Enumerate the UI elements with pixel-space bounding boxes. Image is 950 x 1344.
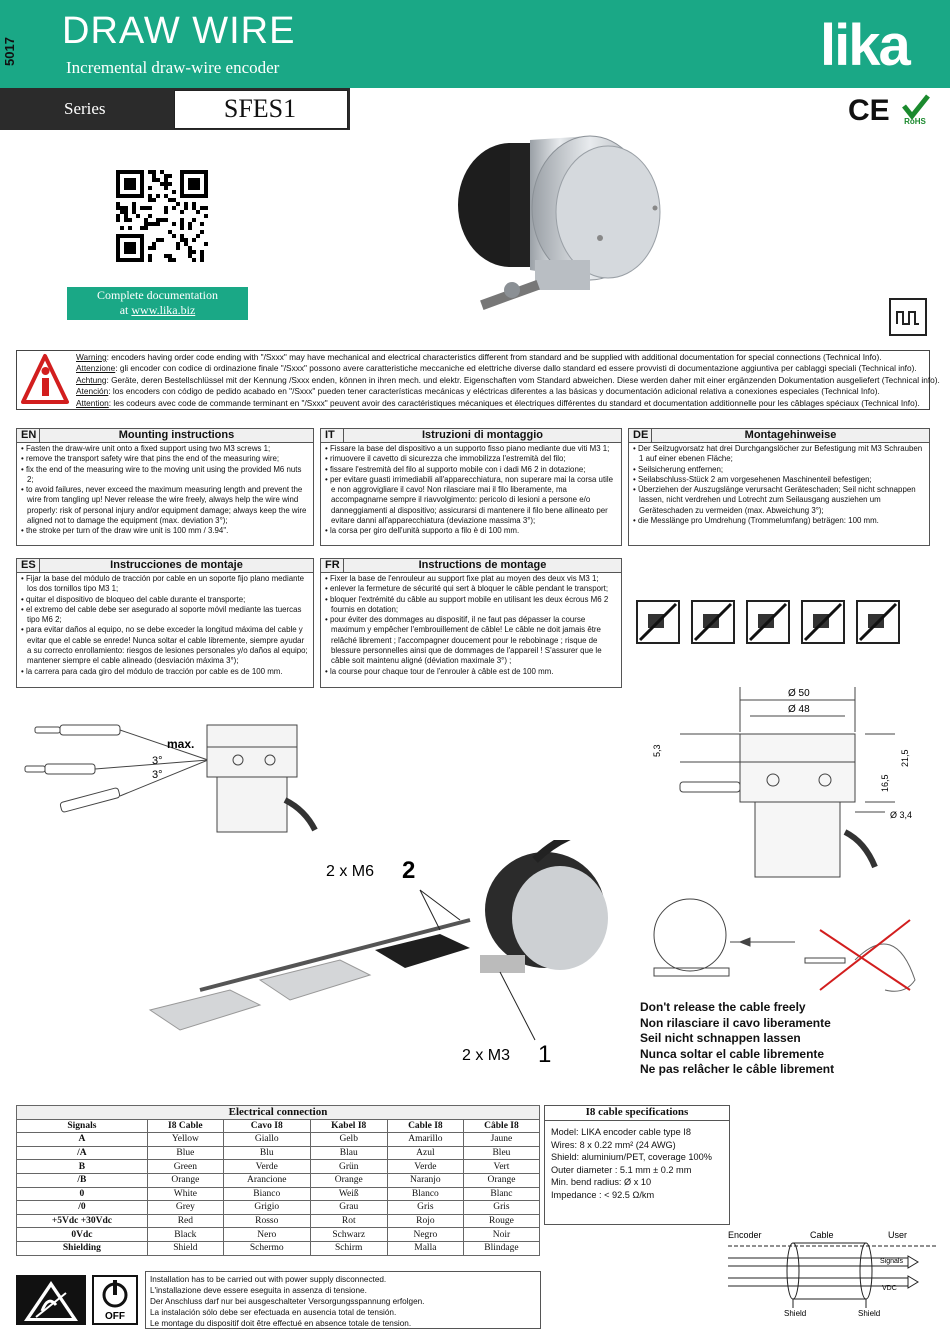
wiring-signals: Signals xyxy=(880,1258,903,1265)
warning-lang-label: Warning xyxy=(76,352,107,362)
cable-spec-line: Impedance : < 92.5 Ω/km xyxy=(551,1189,655,1200)
table-cell: Verde xyxy=(387,1160,463,1174)
warning-line-text: : los encoders con código de pedido acabado en "/Sxxx" pueden tener características mecánicas y eléctricas diferentes a las básicas y documentación adicional relativa a conexiones especiales (Technical Info). xyxy=(108,386,880,397)
cable-release-warning-text xyxy=(640,1000,834,1078)
max-label: max. xyxy=(167,737,195,751)
installation-line: L'installazione deve essere eseguita in assenza di tensione. xyxy=(150,1286,367,1295)
language-code: ES xyxy=(21,559,36,571)
wiring-shield-2: Shield xyxy=(858,1309,881,1318)
dim-h53: 5,3 xyxy=(652,744,662,757)
angle-label-1: 3° xyxy=(152,755,163,767)
table-cell: /0 xyxy=(17,1201,148,1215)
ce-mark: CE xyxy=(848,94,890,127)
table-row xyxy=(17,1187,540,1201)
column-header: Kabel I8 xyxy=(310,1119,387,1133)
documentation-line1: Complete documentation xyxy=(97,288,218,302)
dim-d34: Ø 3,4 xyxy=(890,810,913,820)
instruction-item: • enlever la fermeture de sécurité qui sert à bloquer le câble pendant le transport; xyxy=(325,584,609,594)
instruction-item: • fissare l'estremità del filo al supporto mobile con i dadi M6 2 in dotazione; xyxy=(325,464,586,474)
warning-line xyxy=(76,352,928,363)
square-wave-icon xyxy=(889,298,927,336)
table-cell: Shielding xyxy=(17,1241,148,1255)
cable-spec-line: Shield: aluminium/PET, coverage 100% xyxy=(551,1152,712,1163)
table-cell: Noir xyxy=(463,1228,539,1242)
table-cell: Jaune xyxy=(463,1133,539,1147)
dim-h215: 21,5 xyxy=(900,749,910,767)
no-screwdriver-icon xyxy=(691,600,735,644)
instructions-de xyxy=(628,428,930,546)
table-cell: Schermo xyxy=(223,1241,310,1255)
table-row xyxy=(17,1133,540,1147)
instruction-item: • Fissare la base del dispositivo a un supporto fisso piano mediante due viti M3 1; xyxy=(325,444,610,453)
no-hammer-icon xyxy=(636,600,680,644)
dim-d48: Ø 48 xyxy=(788,704,810,715)
esd-warning-icon xyxy=(16,1275,86,1325)
table-cell: Giallo xyxy=(223,1133,310,1147)
product-photo xyxy=(440,130,690,330)
wiring-user: User xyxy=(888,1230,908,1240)
warning-line xyxy=(76,363,928,374)
table-row xyxy=(17,1214,540,1228)
documentation-url[interactable]: www.lika.biz xyxy=(131,303,196,317)
instruction-item: • Der Seilzugvorsatz hat drei Durchgangslöcher zur Befestigung mit M3 Schrauben 1 auf einer ebenen Fläche; xyxy=(633,444,923,464)
language-code: DE xyxy=(633,429,649,441)
table-cell: 0Vdc xyxy=(17,1228,148,1242)
wiring-vdc: VDC xyxy=(882,1285,897,1292)
instruction-item: • Seilsicherung entfernen; xyxy=(633,464,724,474)
table-cell: Verde xyxy=(223,1160,310,1174)
instruction-item: • la course pour chaque tour de l'enrouler à câble est de 100 mm. xyxy=(325,666,554,676)
table-cell: /A xyxy=(17,1146,148,1160)
cable-warning-line: Seil nicht schnappen lassen xyxy=(640,1031,801,1045)
table-cell: Blau xyxy=(310,1146,387,1160)
table-cell: Gris xyxy=(387,1201,463,1215)
cable-spec-title: I8 cable specifications xyxy=(545,1106,729,1121)
instructions-en xyxy=(16,428,314,546)
table-cell: Nero xyxy=(223,1228,310,1242)
cable-warning-line: Ne pas relâcher le câble librement xyxy=(640,1062,835,1076)
instruction-item: • fix the end of the measuring wire to the moving unit using the provided M6 nuts 2; xyxy=(21,464,302,484)
wiring-shield-1: Shield xyxy=(784,1309,807,1318)
table-row xyxy=(17,1241,540,1255)
table-cell: Naranjo xyxy=(387,1173,463,1187)
table-header-row xyxy=(17,1119,540,1133)
instruction-item: • Seilabschluss-Stück 2 am vorgesehenen Maschinenteil befestigen; xyxy=(633,474,872,484)
dimension-drawing xyxy=(640,682,940,882)
table-cell: Rot xyxy=(310,1214,387,1228)
warning-line-text: : Geräte, deren Bestellschlüssel mit der Kennung /Sxxx enden, können in ihren mech. und elektr. Eigenschaften vom Standard abweichen. Diese werden daher mit einer ergänzenden Dokumentation ausgeliefert (Technical info). xyxy=(106,374,940,385)
table-cell: Amarillo xyxy=(387,1133,463,1147)
doc-number: 5017 xyxy=(2,37,17,66)
table-cell: Gelb xyxy=(310,1133,387,1147)
table-cell: /B xyxy=(17,1173,148,1187)
instruction-item: • the stroke per turn of the draw wire unit is 100 mm / 3.94". xyxy=(21,526,229,536)
section-header xyxy=(629,429,929,443)
table-cell: Rosso xyxy=(223,1214,310,1228)
page-subtitle: Incremental draw-wire encoder xyxy=(66,58,280,77)
section-title: Istruzioni di montaggio xyxy=(422,429,543,441)
table-cell: Orange xyxy=(463,1173,539,1187)
table-cell: Blanco xyxy=(387,1187,463,1201)
series-value: SFES1 xyxy=(223,94,297,123)
table-cell: +5Vdc +30Vdc xyxy=(17,1214,148,1228)
table-cell: Orange xyxy=(310,1173,387,1187)
table-cell: Rouge xyxy=(463,1214,539,1228)
table-row xyxy=(17,1173,540,1187)
language-code: IT xyxy=(325,429,335,441)
warning-lang-label: Attention xyxy=(76,397,109,408)
screws-label: 2 x M3 xyxy=(462,1047,511,1064)
table-row xyxy=(17,1160,540,1174)
qr-code[interactable] xyxy=(116,170,208,262)
electrical-title: Electrical connection xyxy=(17,1106,540,1120)
warning-lang-label: Attenzione xyxy=(76,363,116,374)
warning-line-text: : gli encoder con codice di ordinazione finale "/Sxxx" possono avere caratteristiche meccaniche ed elettriche diverse dallo standard ed essere provvisti di documentazione aggiuntiva per cablaggi speciali (Technical info). xyxy=(115,363,917,374)
language-code: EN xyxy=(21,429,37,441)
section-title: Mounting instructions xyxy=(118,429,235,441)
table-cell: Azul xyxy=(387,1146,463,1160)
no-machining-icon xyxy=(801,600,845,644)
table-cell: Rojo xyxy=(387,1214,463,1228)
angle-label-2: 3° xyxy=(152,769,163,781)
screws-number: 1 xyxy=(538,1041,552,1068)
instruction-item: • el extremo del cable debe ser asegurado al soporte móvil mediante las tuercas tipo M6 2; xyxy=(21,604,302,625)
table-cell: Black xyxy=(147,1228,223,1242)
table-cell: Grün xyxy=(310,1160,387,1174)
instruction-item: • Fijar la base del módulo de tracción por cable en un soporte fijo plano mediante los dos tornillos tipo M3 1; xyxy=(21,574,305,594)
table-cell: Orange xyxy=(147,1173,223,1187)
table-row xyxy=(17,1201,540,1215)
cable-release-warning-drawing xyxy=(640,890,930,1000)
instructions-fr xyxy=(320,558,622,688)
installation-line: Der Anschluss darf nur bei ausgeschalteter Versorgungsspannung erfolgen. xyxy=(150,1297,425,1306)
power-off-icon xyxy=(92,1275,138,1325)
table-cell: Blanc xyxy=(463,1187,539,1201)
instruction-item: • per evitare guasti irrimediabili all'apparecchiatura, non superare mai la corsa utile e non aggrovigliare il cavo! Non rilasciare mai il filo liberamente, ma accompagnarne sempre il riavvolgimento: pericolo di lesioni a persone e/o danneggiamenti al dispositivo; assicurarsi di mantenere il filo bene allineato per evitare danni all'apparecchiatura (deviazione massima 3°); xyxy=(325,474,614,526)
rohs-icon xyxy=(898,92,932,126)
table-cell: Weiß xyxy=(310,1187,387,1201)
instruction-item: • remove the transport safety wire that pins the end of the measuring wire; xyxy=(21,454,280,464)
instruction-item: • Fixer la base de l'enrouleur au support fixe plat au moyen des deux vis M3 1; xyxy=(325,574,599,583)
instruction-item: • Fasten the draw-wire unit onto a fixed support using two M3 screws 1; xyxy=(21,444,271,453)
table-cell: Green xyxy=(147,1160,223,1174)
rohs-label: RoHS xyxy=(904,117,926,126)
table-cell: Shield xyxy=(147,1241,223,1255)
table-cell: Grey xyxy=(147,1201,223,1215)
table-cell: A xyxy=(17,1133,148,1147)
cable-spec-line: Model: LIKA encoder cable type I8 xyxy=(551,1127,691,1137)
table-cell: Malla xyxy=(387,1241,463,1255)
wiring-encoder: Encoder xyxy=(728,1230,762,1240)
warning-lang-label: Achtung xyxy=(76,374,107,385)
table-cell: 0 xyxy=(17,1187,148,1201)
cable-warning-line: Don't release the cable freely xyxy=(640,1000,806,1014)
nuts-number: 2 xyxy=(402,857,416,884)
table-cell: Arancione xyxy=(223,1173,310,1187)
warning-line-text: : les codeurs avec code de commande terminant en "/Sxxx" peuvent avoir des caractéristiques mécaniques et électriques différentes du standard et documentation additionnelle pour les câblages spéciaux (Technical Info). xyxy=(108,397,920,408)
cable-spec-line: Min. bend radius: Ø x 10 xyxy=(551,1177,652,1188)
mounting-angle-diagram xyxy=(20,700,320,840)
column-header: Cable I8 xyxy=(387,1119,463,1133)
instructions-es xyxy=(16,558,314,688)
table-cell: Yellow xyxy=(147,1133,223,1147)
table-cell: Schwarz xyxy=(310,1228,387,1242)
table-cell: Bianco xyxy=(223,1187,310,1201)
instructions-it xyxy=(320,428,622,546)
lika-logo: lika xyxy=(820,13,909,78)
dim-d50: Ø 50 xyxy=(788,688,810,699)
table-cell: Blue xyxy=(147,1146,223,1160)
documentation-prefix: at xyxy=(119,303,132,317)
cable-warning-line: Nunca soltar el cable libremente xyxy=(640,1046,825,1061)
warning-line xyxy=(76,374,940,386)
table-cell: Schirm xyxy=(310,1241,387,1255)
instruction-item: • die Messlänge pro Umdrehung (Trommelumfang) beträgen: 100 mm. xyxy=(633,516,879,526)
warning-line-text: : encoders having order code ending with "/Sxxx" may have mechanical and electrical characteristics different from standard and be supplied with additional documentation for special connections (Technical Info). xyxy=(106,352,882,362)
installation-note-box xyxy=(145,1271,541,1329)
instruction-item: • la carrera para cada giro del módulo de tracción por cable es de 100 mm. xyxy=(21,666,283,676)
cable-spec-line: Outer diameter : 5.1 mm ± 0.2 mm xyxy=(551,1164,692,1175)
nuts-label: 2 x M6 xyxy=(326,863,375,880)
wiring-cable: Cable xyxy=(810,1230,834,1240)
cable-spec-line: Wires: 8 x 0.22 mm² (24 AWG) xyxy=(551,1139,676,1150)
warning-text xyxy=(76,352,940,409)
section-header xyxy=(17,429,313,443)
instruction-item: • la corsa per giro dell'unità supporto a filo è di 100 mm. xyxy=(325,526,520,536)
cable-spec-box xyxy=(544,1105,730,1225)
warning-line xyxy=(76,398,928,409)
table-cell: Vert xyxy=(463,1160,539,1174)
table-cell: Blu xyxy=(223,1146,310,1160)
table-cell: Negro xyxy=(387,1228,463,1242)
table-row xyxy=(17,1146,540,1160)
instruction-item: • pour éviter des dommages au dispositif, il ne faut pas dépasser la course maximum y empêcher l'embrouillement de câble! Le câble ne doit jamais être relâché librement ; l'accompagner doucement pour le rebobinage ; risque de blessure personnelles ainsi que de dommages de l'appareil ! S'assurer que le câble soit maintenu aligné (déviation maximale 3°) ; xyxy=(325,615,602,666)
installation-line: Installation has to be carried out with power supply disconnected. xyxy=(150,1275,387,1284)
instruction-item: • bloquer l'extrémité du câble au support mobile en utilisant les deux écrous M6 2 fournis en dotation; xyxy=(325,594,609,614)
instruction-item: • Überziehen der Auszugslänge verursacht Geräteschaden; Seil nicht schnappen lassen, nicht verdrehen und Lotrecht zum Seilausgang ausziehen um Geräteschaden zu vermeiden (max. Abweichung 3°); xyxy=(633,485,916,515)
dim-h165: 16,5 xyxy=(880,774,890,792)
column-header: I8 Cable xyxy=(147,1119,223,1133)
instruction-item: • rimuovere il cavetto di sicurezza che immobilizza l'estremità del filo; xyxy=(325,454,566,464)
warning-line xyxy=(76,386,928,397)
language-code: FR xyxy=(325,559,340,571)
column-header: Signals xyxy=(17,1119,148,1133)
column-header: Cavo I8 xyxy=(223,1119,310,1133)
page-title: DRAW WIRE xyxy=(62,10,296,52)
section-header xyxy=(17,559,313,573)
instruction-item: • to avoid failures, never exceed the maximum measuring length and prevent the wire from tangling up! Never release the wire freely, always help the wire wind properly: risk of personal injury and/or equipment damage; always keep the wire aligned not to damage the equipment (max. deviation 3°); xyxy=(21,485,307,526)
shield-wiring-diagram xyxy=(728,1226,938,1318)
instruction-item: • quitar el dispositivo de bloqueo del cable durante el transporte; xyxy=(21,594,246,604)
installation-line: La instalación sólo debe ser efectuada en ausencia total de tensión. xyxy=(150,1308,397,1317)
warning-lang-label: Atención xyxy=(76,386,109,397)
instruction-item: • para evitar daños al equipo, no se debe exceder la longitud máxima del cable y evitar que el cable se enrede! Nunca soltar el cable libremente, siempre ayudar a su correcto enrollamiento: riesgos de lesiones personales y/o daños al equipo; mantener siempre el cable alineado (desviación máxima 3°); xyxy=(21,625,308,666)
assembly-diagram xyxy=(140,840,610,1080)
warning-info-icon xyxy=(20,352,70,408)
table-cell: Grigio xyxy=(223,1201,310,1215)
section-header xyxy=(321,429,621,443)
table-cell: B xyxy=(17,1160,148,1174)
cable-warning-line: Non rilasciare il cavo liberamente xyxy=(640,1015,831,1030)
section-title: Instructions de montage xyxy=(418,559,547,571)
table-cell: Blindage xyxy=(463,1241,539,1255)
table-cell: White xyxy=(147,1187,223,1201)
table-cell: Gris xyxy=(463,1201,539,1215)
section-title: Instrucciones de montaje xyxy=(110,559,243,571)
table-cell: Bleu xyxy=(463,1146,539,1160)
column-header: Câble I8 xyxy=(463,1119,539,1133)
power-off-label: OFF xyxy=(105,1311,125,1322)
no-impact-icon xyxy=(856,600,900,644)
series-label: Series xyxy=(64,99,106,118)
table-cell: Grau xyxy=(310,1201,387,1215)
section-title: Montagehinweise xyxy=(744,429,837,441)
installation-line: Le montage du dispositif doit être effectué en absence totale de tension. xyxy=(150,1319,412,1328)
no-drill-icon xyxy=(746,600,790,644)
electrical-connection-table xyxy=(16,1105,540,1256)
documentation-link[interactable] xyxy=(67,287,248,320)
table-cell: Red xyxy=(147,1214,223,1228)
table-row xyxy=(17,1228,540,1242)
section-header xyxy=(321,559,621,573)
